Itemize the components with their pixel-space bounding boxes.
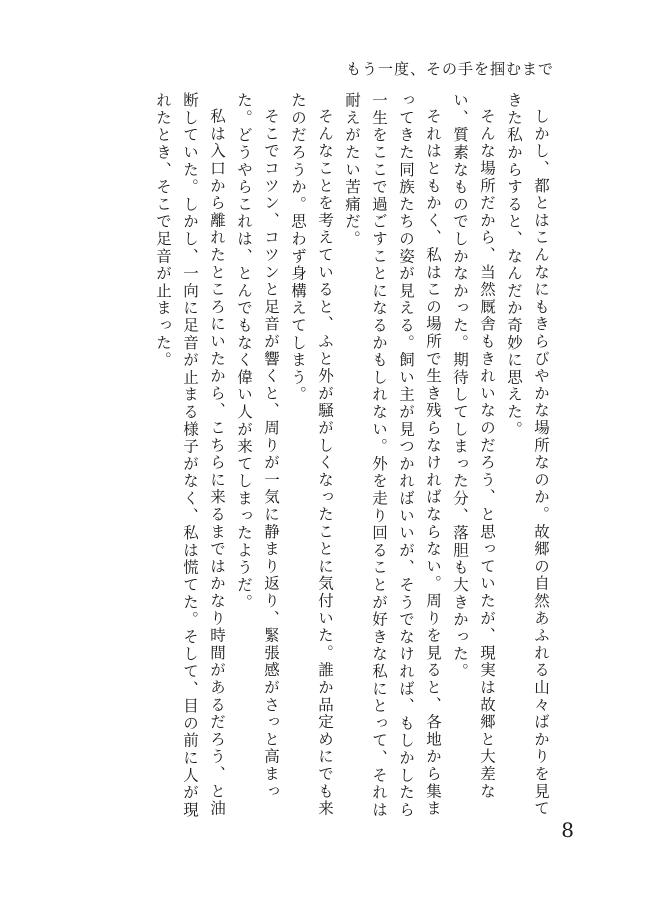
- main-text-column: [134, 92, 554, 827]
- running-title: もう一度、その手を掴むまで: [345, 60, 554, 78]
- paragraph: そんな場所だから、当然厩舎もきれいなのだろう、と思っていたが、現実は故郷と大差ない、質素なものでしかなかった。期待してしまった分、落胆も大きかった。: [451, 92, 496, 800]
- page-number: 8: [561, 818, 574, 842]
- paragraph: それはともかく、私はこの場所で生き残らなければならない。周りを見ると、各地から集まってきた同族たちの姿が見える。飼い主が見つかればいいが、そうでなければ、もしかしたら一生をここで過ごすことになるかもしれない。外を走り回ることが好きな私にとって、それは耐えがたい苦痛だ。: [343, 92, 442, 819]
- paragraph: そこでコツン、コツンと足音が響くと、周りが一気に静まり返り、緊張感がさっと高まった。どうやらこれは、とんでもなく偉い人が来てしまったようだ。: [235, 92, 280, 800]
- paragraph: 私は入口から離れたところにいたから、こちらに来るまではかなり時間があるだろう、と油断していた。しかし、一向に足音が止まる様子がなく、私は慌てた。そして、目の前に人が現れたとき、そこで足音が止まった。: [154, 92, 226, 819]
- paragraph: そんなことを考えていると、ふと外が騒がしくなったことに気付いた。誰か品定めにでも来たのだろうか。思わず身構えてしまう。: [289, 92, 334, 817]
- paragraph: しかし、都とはこんなにもきらびやかな場所なのか。故郷の自然あふれる山々ばかりを見てきた私からすると、なんだか奇妙に思えた。: [505, 92, 550, 817]
